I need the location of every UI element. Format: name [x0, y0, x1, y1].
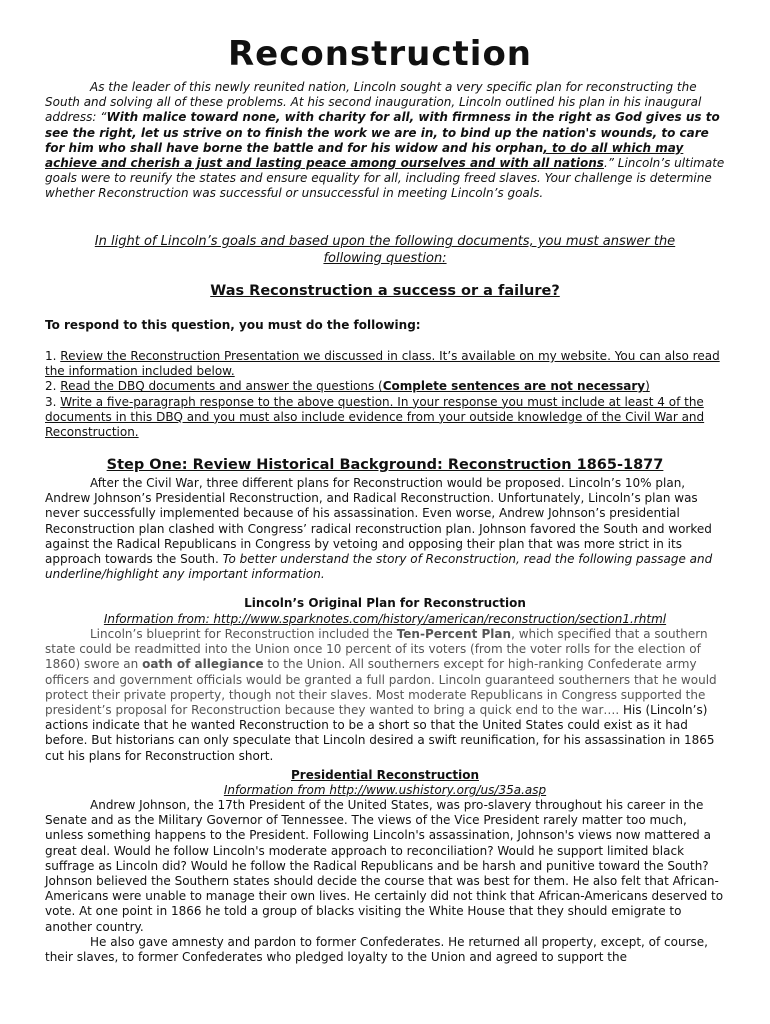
- intro-paragraph: [45, 80, 725, 202]
- page-title: Reconstruction: [227, 34, 533, 74]
- lincoln-plan-heading: Lincoln’s Original Plan for Reconstruction: [244, 596, 526, 610]
- instruction-line: In light of Lincoln’s goals and based upon the following documents, you must answer the following question:: [94, 234, 676, 266]
- steps-list: [45, 349, 725, 440]
- step-one-heading: Step One: Review Historical Background: Reconstruction 1865-1877: [106, 457, 664, 473]
- respond-heading: To respond to this question, you must do the following:: [45, 318, 421, 332]
- lincoln-plan-body: Lincoln’s blueprint for Reconstruction included the Ten-Percent Plan, which specified that a southern state could be readmitted into the Union once 10 percent of its voters (from the voter rolls for the election of 1860) swore an oath of allegiance to the Union. All southerners except for high-ranking Confederate army officers and government officials would be granted a full pardon. Lincoln guaranteed southerners that he would protect their private property, though not their slaves. Most moderate Republicans in Congress supported the president’s proposal for Reconstruction because they wanted to bring a quick end to the war…. His (Lincoln’s) actions indicate that he wanted Reconstruction to be a short so that the United States could exist as it had before. But historians can only speculate that Lincoln desired a swift reunification, for his assassination in 1865 cut his plans for Reconstruction short.: [45, 627, 717, 763]
- step-item-3: 3. Write a five-paragraph response to the above question. In your response you must include at least 4 of the documents in this DBQ and you must also include evidence from your outside knowledge of the Civil War and Reconstruction.: [45, 394, 705, 440]
- step-one-body: After the Civil War, three different plans for Reconstruction would be proposed. Lincoln’s 10% plan, Andrew Johnson’s Presidential Reconstruction, and Radical Reconstruction. Unfortunately, Lincoln’s plan was never successfully implemented because of his assassination. Even worse, Andrew Johnson’s presidential Reconstruction plan clashed with Congress’ radical reconstruction plan. Johnson favored the South and worked against the Radical Republicans in Congress by vetoing and opposing their plan that was more strict in its approach towards the South. To better understand the story of Reconstruction, read the following passage and underline/highlight any important information.: [45, 476, 713, 582]
- step-item-2: 2. Read the DBQ documents and answer the questions (Complete sentences are not necessary): [45, 379, 650, 394]
- presidential-heading: Presidential Reconstruction: [291, 768, 479, 782]
- intro-text: As the leader of this newly reunited nation, Lincoln sought a very specific plan for reconstructing the South and solving all of these problems. At his second inauguration, Lincoln outlined his plan in his inaugural address: “: [45, 80, 702, 125]
- lincoln-plan-source: Information from: http://www.sparknotes.com/history/american/reconstruction/section1.rhtml: [103, 612, 667, 626]
- page-title-clipped: [0, 24, 770, 74]
- inaugural-quote-underlined: , to do all which may achieve and cherish a just and lasting peace among ourselves and with all nations: [45, 140, 684, 171]
- main-question: Was Reconstruction a success or a failure?: [210, 283, 560, 299]
- presidential-source: Information from http://www.ushistory.org/us/35a.asp: [223, 783, 547, 797]
- presidential-paragraph-2: He also gave amnesty and pardon to former Confederates. He returned all property, except, of course, their slaves, to former Confederates who pledged loyalty to the Union and agreed to support the: [45, 934, 708, 965]
- presidential-body: [45, 798, 725, 965]
- presidential-paragraph-1: Andrew Johnson, the 17th President of the United States, was pro-slavery throughout his career in the Senate and as the Military Governor of Tennessee. The views of the Vice President rarely matter too much, unless something happens to the President. Following Lincoln's assassination, Johnson's views now mattered a great deal. Would he follow Lincoln's moderate approach to reconciliation? Would he support limited black suffrage as Lincoln did? Would he follow the Radical Republicans and be harsh and punitive toward the South? Johnson believed the Southern states should decide the course that was best for them. He also felt that African-Americans were unable to manage their own lives. He certainly did not think that African-Americans deserved to vote. At one point in 1866 he told a group of blacks visiting the White House that they should emigrate to another country.: [45, 798, 724, 934]
- inaugural-quote: With malice toward none, with charity for all, with firmness in the right as God gives us to see the right, let us strive on to finish the work we are in, to bind up the nation's wounds, to care for him who shall have borne the battle and for his widow and his orphan: [45, 110, 720, 155]
- intro-goals-text: .” Lincoln’s ultimate goals were to reunify the states and ensure equality for all, including freed slaves. Your challenge is determine whether Reconstruction was successful or unsuccessful in meeting Lincoln’s goals.: [45, 156, 725, 201]
- step-item-1: 1. Review the Reconstruction Presentation we discussed in class. It’s available on my website. You can also read the information included below.: [45, 349, 720, 379]
